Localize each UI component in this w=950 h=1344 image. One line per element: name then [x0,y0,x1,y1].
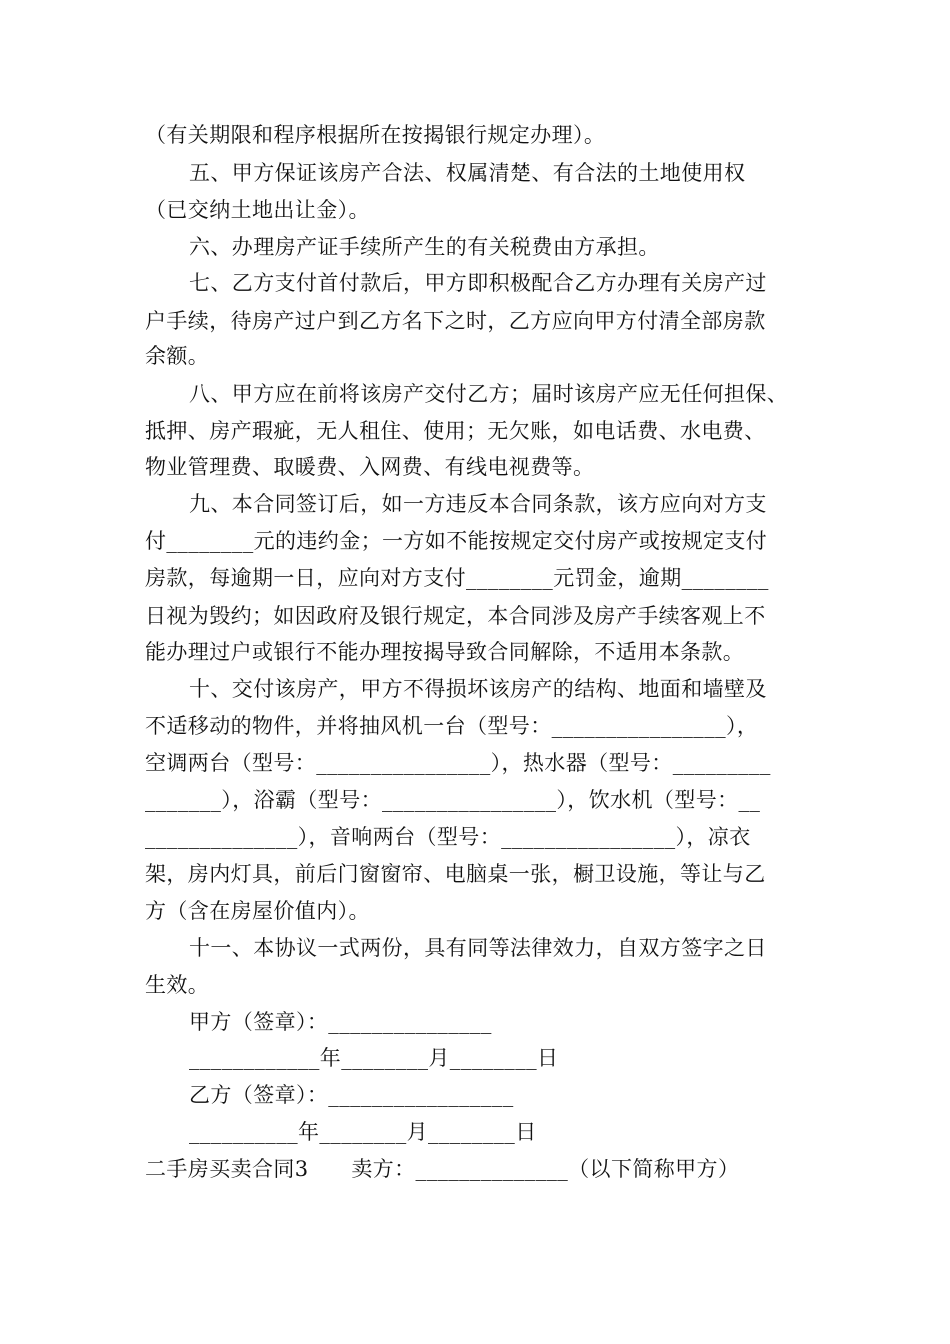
party-b-signature-line: 乙方（签章）：_________________ [189,1083,514,1107]
clause-8-heading: 八、甲方应在前将该房产交付乙方；届时该房产应无任何担保、 [189,382,789,406]
paragraph-line: 房款，每逾期一日，应向对方支付________元罚金，逾期________ [145,566,769,590]
paragraph-line: 空调两台（型号：________________），热水器（型号：_________ [145,751,771,775]
paragraph-line: 能办理过户或银行不能办理按揭导致合同解除，不适用本条款。 [145,640,745,664]
paragraph-line: 生效。 [145,973,210,997]
paragraph-line: _______），浴霸（型号：________________），饮水机（型号：__ [145,788,761,812]
paragraph-line: （有关期限和程序根据所在按揭银行规定办理）。 [145,123,606,147]
clause-10-heading: 十、交付该房产，甲方不得损坏该房产的结构、地面和墙壁及 [189,677,767,701]
clause-9-heading: 九、本合同签订后，如一方违反本合同条款，该方应向对方支 [189,492,767,516]
paragraph-line: （已交纳土地出让金）。 [145,198,370,222]
clause-11-heading: 十一、本协议一式两份，具有同等法律效力，自双方签字之日 [189,936,767,960]
paragraph-line: 方（含在房屋价值内）。 [145,899,370,923]
paragraph-line: 户手续，待房产过户到乙方名下之时，乙方应向甲方付清全部房款 [145,309,766,333]
paragraph-line: 不适移动的物件，并将抽风机一台（型号：________________）， [145,714,759,738]
paragraph-line: 物业管理费、取暖费、入网费、有线电视费等。 [145,455,595,479]
paragraph-line: 抵押、房产瑕疵，无人租住、使用；无欠账，如电话费、水电费、 [145,419,766,443]
party-b-date-line: __________年________月________日 [189,1120,537,1144]
paragraph-line: ______________），音响两台（型号：________________），凉衣 [145,825,751,849]
clause-5-heading: 五、甲方保证该房产合法、权属清楚、有合法的土地使用权 [189,161,746,185]
party-a-signature-line: 甲方（签章）：_______________ [189,1010,492,1034]
next-contract-heading: 二手房买卖合同3 卖方：______________（以下简称甲方） [145,1157,740,1181]
paragraph-line: 付________元的违约金；一方如不能按规定交付房产或按规定支付 [145,529,768,553]
clause-6-heading: 六、办理房产证手续所产生的有关税费由方承担。 [189,235,660,259]
paragraph-line: 余额。 [145,344,210,368]
clause-7-heading: 七、乙方支付首付款后，甲方即积极配合乙方办理有关房产过 [189,271,767,295]
party-a-date-line: ____________年________月________日 [189,1046,559,1070]
paragraph-line: 日视为毁约；如因政府及银行规定，本合同涉及房产手续客观上不 [145,604,766,628]
paragraph-line: 架，房内灯具，前后门窗窗帘、电脑桌一张，橱卫设施，等让与乙 [145,862,766,886]
